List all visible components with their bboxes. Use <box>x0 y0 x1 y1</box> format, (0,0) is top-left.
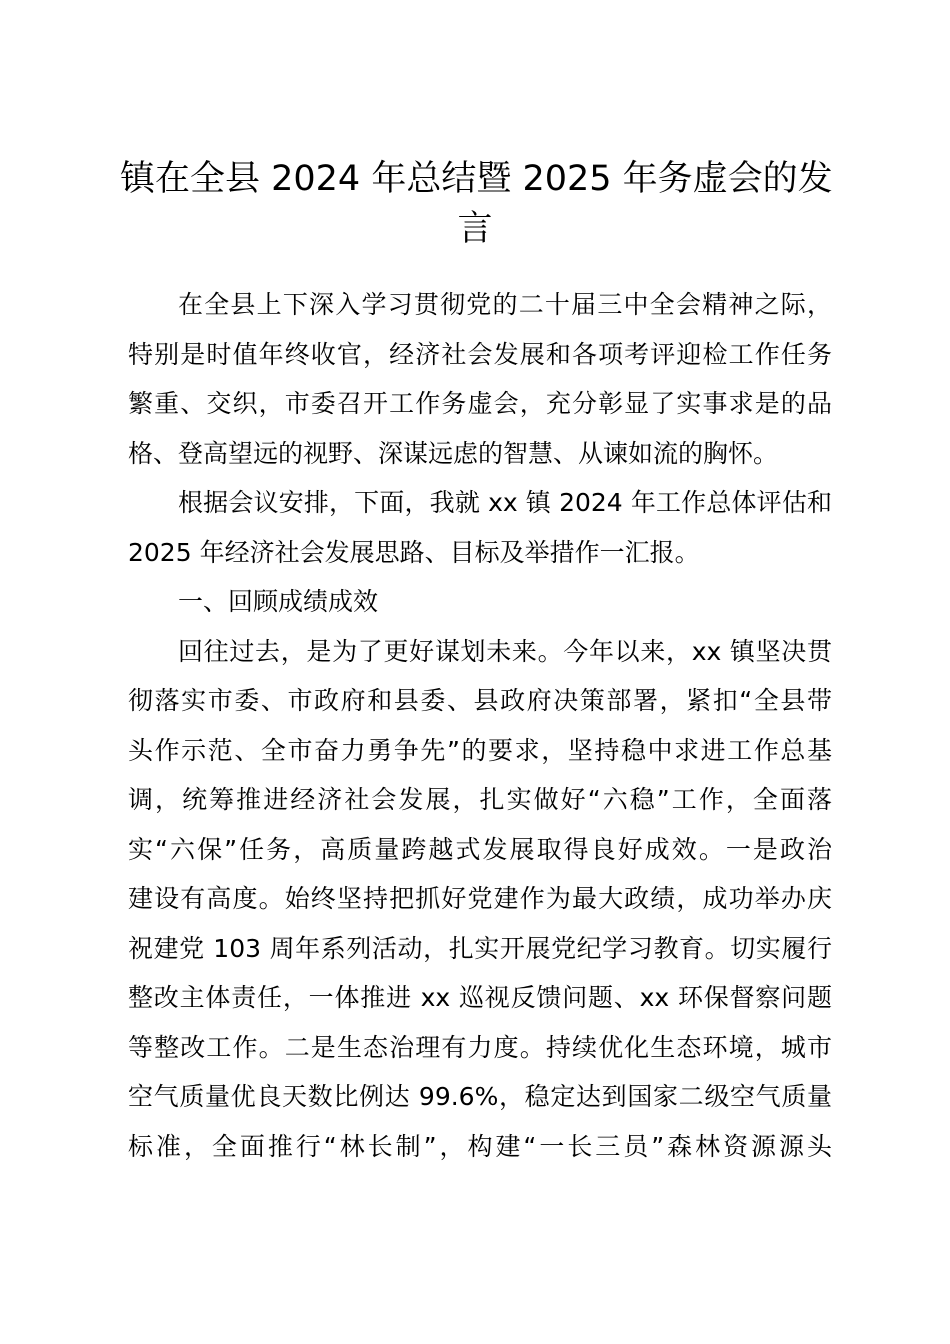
section-heading <box>128 577 832 627</box>
text-line: 根据会议安排，下面，我就 xx 镇 2024 年工作总体评估和 <box>178 488 832 517</box>
text-line: 2025 年经济社会发展思路、目标及举措作一汇报。 <box>128 537 700 567</box>
paragraph-intro <box>128 280 832 478</box>
text-line: 等整改工作。二是生态治理有力度。持续优化生态环境，城市 <box>128 1032 832 1062</box>
text-line: 建设有高度。始终坚持把抓好党建作为最大政绩，成功举办庆 <box>128 884 832 913</box>
text-line: 整改主体责任，一体推进 xx 巡视反馈问题、xx 环保督察问题 <box>128 983 832 1012</box>
text-line: 回往过去，是为了更好谋划未来。今年以来，xx 镇坚决贯 <box>178 636 832 666</box>
title-line: 言 <box>457 209 493 249</box>
document-body <box>128 280 832 1171</box>
text-line: 标准，全面推行“林长制”，构建“一长三员”森林资源源头 <box>128 1131 832 1161</box>
text-line: 头作示范、全市奋力勇争先”的要求，坚持稳中求进工作总基 <box>128 735 832 765</box>
text-line: 彻落实市委、市政府和县委、县政府决策部署，紧扣“全县带 <box>128 686 832 715</box>
document-title <box>120 154 833 254</box>
text-line: 在全县上下深入学习贯彻党的二十届三中全会精神之际， <box>178 290 832 319</box>
text-line: 繁重、交织，市委召开工作务虚会，充分彰显了实事求是的品 <box>128 389 832 418</box>
text-line: 特别是时值年终收官，经济社会发展和各项考评迎检工作任务 <box>128 339 832 369</box>
title-line: 镇在全县 2024 年总结暨 2025 年务虚会的发 <box>120 159 833 199</box>
paragraph-arrangement <box>128 478 832 577</box>
text-line: 空气质量优良天数比例达 99.6%，稳定达到国家二级空气质量 <box>128 1082 832 1111</box>
paragraph-review <box>128 627 832 1172</box>
text-line: 祝建党 103 周年系列活动，扎实开展党纪学习教育。切实履行 <box>128 933 832 963</box>
text-line: 格、登高望远的视野、深谋远虑的智慧、从谏如流的胸怀。 <box>128 438 779 468</box>
section-heading-text: 一、回顾成绩成效 <box>178 587 379 616</box>
text-line: 调，统筹推进经济社会发展，扎实做好“六稳”工作，全面落 <box>128 785 832 814</box>
text-line: 实“六保”任务，高质量跨越式发展取得良好成效。一是政治 <box>128 834 832 864</box>
